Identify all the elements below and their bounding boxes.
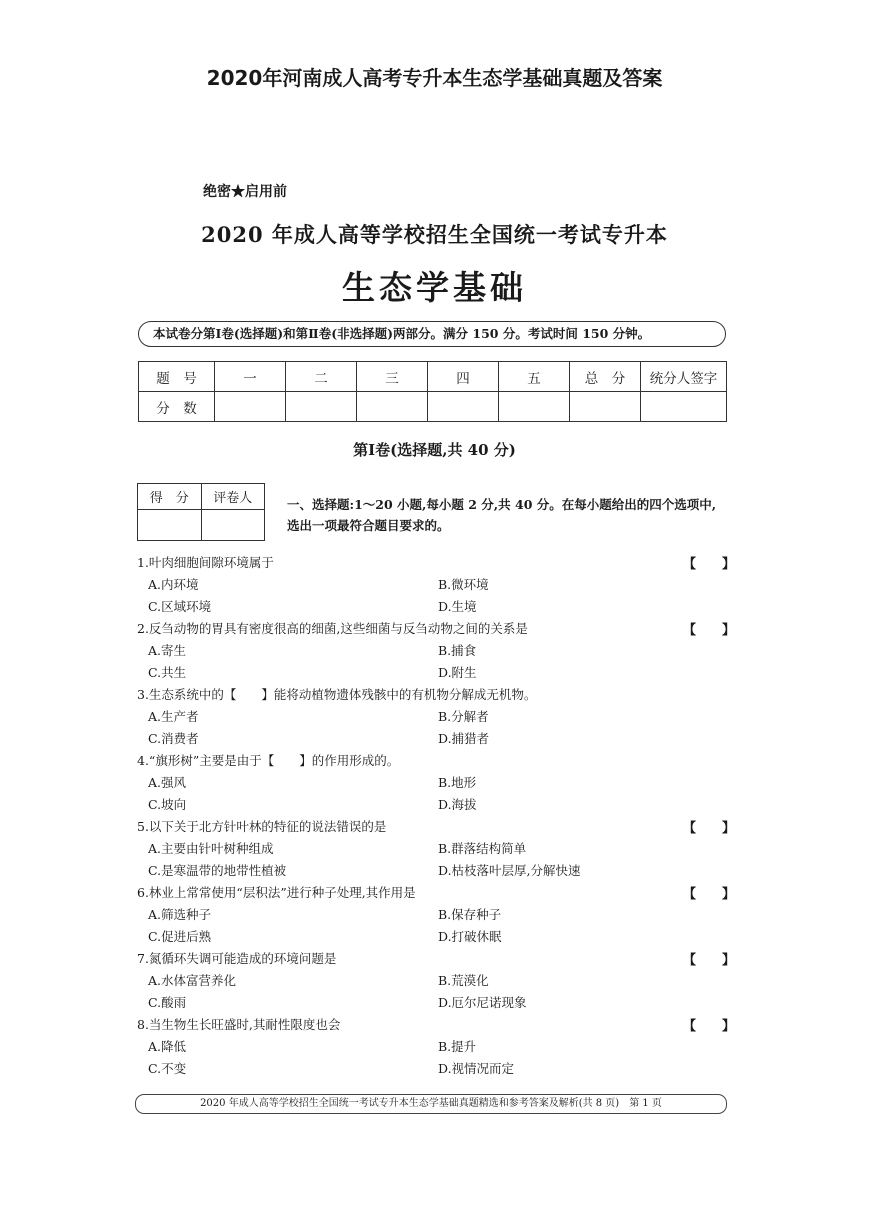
page-title: 2020年河南成人高考专升本生态学基础真题及答案 <box>206 66 663 90</box>
score-header-cell: 总 分 <box>570 362 641 392</box>
answer-option: D.生境 <box>438 599 477 614</box>
answer-option: A.寄生 <box>148 643 187 658</box>
score-cell <box>215 392 286 422</box>
page-footer: 2020 年成人高等学校招生全国统一考试专升本生态学基础真题精选和参考答案及解析(共 8 页) 第 1 页 <box>135 1094 727 1114</box>
answer-option: D.附生 <box>438 665 477 680</box>
answer-option: A.筛选种子 <box>148 907 212 922</box>
answer-option: C.区域环境 <box>148 599 212 614</box>
score-header-cell: 统分人签字 <box>641 362 727 392</box>
score-cell <box>641 392 727 422</box>
answer-option: C.酸雨 <box>148 995 187 1010</box>
question-text: 6.林业上常常使用“层积法”进行种子处理,其作用是 <box>137 885 416 900</box>
score-header-cell: 五 <box>499 362 570 392</box>
score-header-cell: 三 <box>357 362 428 392</box>
answer-option: D.枯枝落叶层厚,分解快速 <box>438 863 581 878</box>
answer-option: A.降低 <box>148 1039 187 1054</box>
question-text: 7.氮循环失调可能造成的环境问题是 <box>137 951 337 966</box>
answer-option: B.分解者 <box>438 709 489 724</box>
answer-option: C.消费者 <box>148 731 199 746</box>
answer-bracket: 【 】 <box>683 1019 736 1034</box>
answer-option: A.生产者 <box>148 709 199 724</box>
score-table-header-row <box>139 362 727 392</box>
subject-title: 生态学基础 <box>342 268 527 307</box>
answer-option: A.水体富营养化 <box>148 973 237 988</box>
question-text: 8.当生物生长旺盛时,其耐性限度也会 <box>137 1017 341 1032</box>
answer-option: B.提升 <box>438 1039 477 1054</box>
answer-option: A.主要由针叶树种组成 <box>148 841 274 856</box>
answer-option: C.共生 <box>148 665 187 680</box>
answer-option: D.厄尔尼诺现象 <box>438 995 527 1010</box>
answer-option: C.坡向 <box>148 797 187 812</box>
answer-option: B.保存种子 <box>438 907 502 922</box>
confidential-label: 绝密★启用前 <box>203 184 287 200</box>
answer-option: A.内环境 <box>148 577 199 592</box>
exam-notice: 本试卷分第Ⅰ卷(选择题)和第Ⅱ卷(非选择题)两部分。满分 150 分。考试时间 150 分钟。 <box>138 321 726 347</box>
score-cell <box>499 392 570 422</box>
grader-box <box>137 483 265 541</box>
question-text: 4.“旗形树”主要是由于【 】的作用形成的。 <box>137 753 400 768</box>
grader-score-cell <box>138 510 202 541</box>
question-text: 2.反刍动物的胃具有密度很高的细菌,这些细菌与反刍动物之间的关系是 <box>137 621 528 636</box>
section-instructions: 一、选择题:1～20 小题,每小题 2 分,共 40 分。在每小题给出的四个选项中,选出一项最符合题目要求的。 <box>287 497 717 533</box>
question-text: 3.生态系统中的【 】能将动植物遗体残骸中的有机物分解成无机物。 <box>137 687 537 702</box>
score-header-cell: 题 号 <box>139 362 215 392</box>
answer-option: D.捕猎者 <box>438 731 490 746</box>
answer-option: A.强风 <box>148 775 187 790</box>
answer-option: C.促进后熟 <box>148 929 212 944</box>
grader-score-label: 得 分 <box>138 484 202 510</box>
exam-title: 2020 年成人高等学校招生全国统一考试专升本 <box>201 222 668 247</box>
answer-option: B.荒漠化 <box>438 973 489 988</box>
score-header-cell: 一 <box>215 362 286 392</box>
answer-bracket: 【 】 <box>683 821 736 836</box>
answer-bracket: 【 】 <box>683 887 736 902</box>
score-cell <box>570 392 641 422</box>
score-header-cell: 二 <box>286 362 357 392</box>
grader-name-cell <box>201 510 265 541</box>
score-row-label: 分 数 <box>139 392 215 422</box>
score-cell <box>357 392 428 422</box>
answer-bracket: 【 】 <box>683 623 736 638</box>
answer-option: C.是寒温带的地带性植被 <box>148 863 287 878</box>
score-cell <box>286 392 357 422</box>
score-cell <box>428 392 499 422</box>
answer-bracket: 【 】 <box>683 557 736 572</box>
answer-option: D.海拔 <box>438 797 477 812</box>
answer-bracket: 【 】 <box>683 953 736 968</box>
score-header-cell: 四 <box>428 362 499 392</box>
grader-name-label: 评卷人 <box>201 484 265 510</box>
answer-option: B.捕食 <box>438 643 477 658</box>
answer-option: B.微环境 <box>438 577 489 592</box>
answer-option: C.不变 <box>148 1061 187 1076</box>
answer-option: B.地形 <box>438 775 477 790</box>
answer-option: D.视情况而定 <box>438 1061 515 1076</box>
score-table-value-row <box>139 392 727 422</box>
answer-option: D.打破休眠 <box>438 929 502 944</box>
part-title: 第Ⅰ卷(选择题,共 40 分) <box>353 441 516 459</box>
question-text: 1.叶肉细胞间隙环境属于 <box>137 555 274 570</box>
question-text: 5.以下关于北方针叶林的特征的说法错误的是 <box>137 819 387 834</box>
answer-option: B.群落结构简单 <box>438 841 527 856</box>
score-table <box>138 361 727 422</box>
